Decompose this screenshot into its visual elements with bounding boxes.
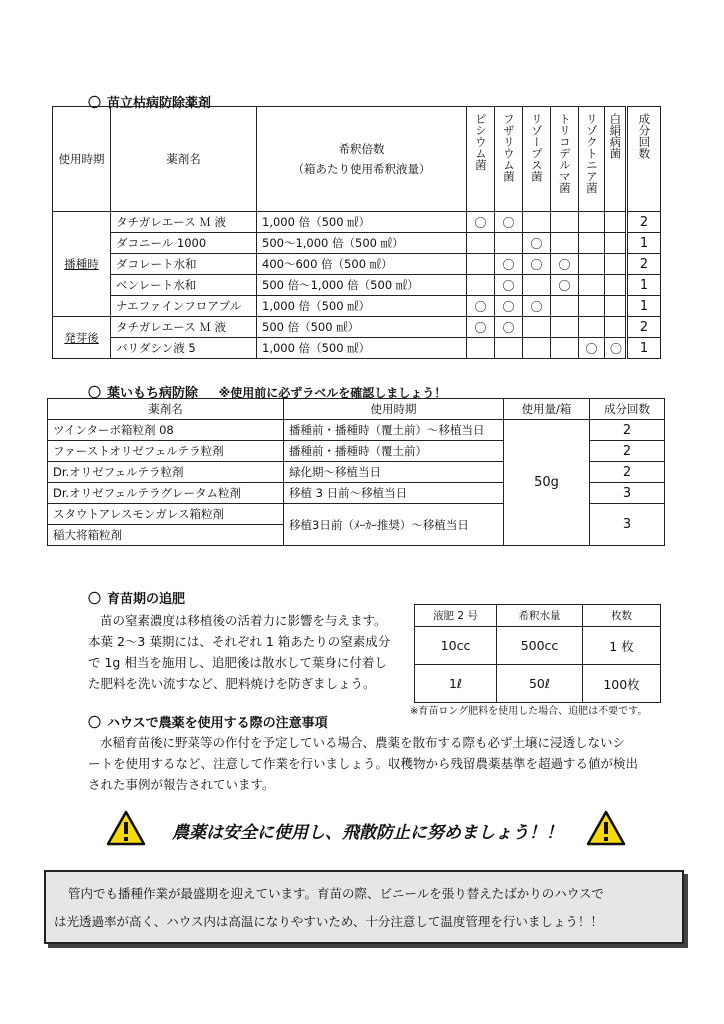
- product-name: スタウトアレスモンガレス箱粒剤: [48, 504, 284, 525]
- efficacy-mark: [523, 212, 551, 233]
- efficacy-mark: [551, 317, 579, 338]
- cell: 10cc: [415, 627, 497, 665]
- header-name: 薬剤名: [48, 399, 284, 420]
- efficacy-mark: [579, 317, 605, 338]
- efficacy-mark: [579, 275, 605, 296]
- dilution: 500～1,000 倍（500 ㎖）: [257, 233, 467, 254]
- component-count: 1: [627, 275, 661, 296]
- section-title-leaf-blast: 〇 葉いもち病防除 ※使用前に必ずラベルを確認しましょう！: [88, 382, 446, 401]
- efficacy-mark: [467, 254, 495, 275]
- efficacy-mark: 〇: [467, 296, 495, 317]
- efficacy-mark: 〇: [495, 275, 523, 296]
- efficacy-mark: 〇: [467, 317, 495, 338]
- house-caution-paragraph: 水稲育苗後に野菜等の作付を予定している場合、農薬を散布する際も必ず土壌に浸透しないシ ートを使用するなど、注意して作業を行いましょう。収穫物から残留農薬基準を超過する値が検出 された事例が報告されています。: [88, 735, 639, 792]
- header-count: 成分回数: [627, 107, 661, 212]
- seedling-blight-table: [52, 106, 661, 359]
- header-fungus-2: フザリウム菌: [495, 107, 523, 212]
- efficacy-mark: [551, 296, 579, 317]
- efficacy-mark: 〇: [495, 254, 523, 275]
- product-name: タチガレエース Ｍ 液: [111, 212, 257, 233]
- usage-timing: 播種前・播種時（覆土前）～移植当日: [284, 420, 504, 441]
- product-name: バリダシン液 5: [111, 338, 257, 359]
- header-fungus-6: 白絹病菌: [605, 107, 627, 212]
- warning-message: 農薬は安全に使用し、飛散防止に努めましょう！！: [172, 823, 563, 843]
- efficacy-mark: 〇: [495, 317, 523, 338]
- efficacy-mark: 〇: [605, 338, 627, 359]
- table-row: [53, 254, 661, 275]
- component-count: 2: [590, 441, 665, 462]
- usage-timing: 移植3日前（ﾒｰｶｰ推奨）～移植当日: [284, 504, 504, 546]
- circle-bullet: 〇: [88, 386, 102, 401]
- timing-group: 播種時: [53, 212, 111, 317]
- product-name: タチガレエース Ｍ 液: [111, 317, 257, 338]
- efficacy-mark: [551, 338, 579, 359]
- usage-timing: 移植 3 日前～移植当日: [284, 483, 504, 504]
- warning-icon: [106, 810, 146, 846]
- product-name: Dr.オリゼフェルテラグレータム粒剤: [48, 483, 284, 504]
- dilution: 1,000 倍（500 ㎖）: [257, 296, 467, 317]
- usage-timing: 播種前・播種時（覆土前）: [284, 441, 504, 462]
- efficacy-mark: [605, 296, 627, 317]
- component-count: 3: [590, 504, 665, 546]
- warning-icon: [586, 810, 626, 846]
- section-title-seedling-blight: 〇 苗立枯病防除薬剤: [88, 92, 211, 111]
- efficacy-mark: [579, 212, 605, 233]
- long-fertilizer-note: ※育苗ロング肥料を使用した場合、追肥は不要です。: [410, 706, 648, 717]
- table-row: [53, 338, 661, 359]
- component-count: 2: [627, 254, 661, 275]
- efficacy-mark: [467, 338, 495, 359]
- table-row: [53, 296, 661, 317]
- efficacy-mark: [605, 233, 627, 254]
- efficacy-mark: [551, 233, 579, 254]
- product-name: ダコレート水和: [111, 254, 257, 275]
- component-count: 1: [627, 233, 661, 254]
- component-count: 3: [590, 483, 665, 504]
- dilution: 1,000 倍（500 ㎖）: [257, 338, 467, 359]
- efficacy-mark: 〇: [495, 296, 523, 317]
- circle-bullet: 〇: [88, 716, 102, 731]
- efficacy-mark: [495, 233, 523, 254]
- product-name: 稲大将箱粒剤: [48, 525, 284, 546]
- header-count: 成分回数: [590, 399, 665, 420]
- topdressing-paragraph: 苗の窒素濃度は移植後の活着力に影響を与えます。 本葉 2～3 葉期には、それぞれ 1 箱あたりの窒素成分 で 1g 相当を施用し、追肥後は散水して葉身に付着し た肥料を洗い流すなど、肥料焼けを防ぎましょう。: [88, 613, 391, 691]
- usage-amount: 50g: [504, 420, 590, 546]
- efficacy-mark: 〇: [579, 338, 605, 359]
- header-fungus-3: リゾープス菌: [523, 107, 551, 212]
- header-dilution: 希釈倍数 （箱あたり使用希釈液量）: [257, 107, 467, 212]
- section-title-topdressing: 〇 育苗期の追肥: [88, 588, 185, 607]
- timing-group: 発芽後: [53, 317, 111, 359]
- product-name: ダコニール 1000: [111, 233, 257, 254]
- header-sheets: 枚数: [583, 605, 661, 627]
- header-amount: 使用量/箱: [504, 399, 590, 420]
- header-water: 希釈水量: [497, 605, 583, 627]
- efficacy-mark: [579, 296, 605, 317]
- efficacy-mark: 〇: [523, 233, 551, 254]
- cell: 100枚: [583, 665, 661, 703]
- cell: 500cc: [497, 627, 583, 665]
- efficacy-mark: [551, 212, 579, 233]
- cell: 50ℓ: [497, 665, 583, 703]
- dilution: 500 倍（500 ㎖）: [257, 317, 467, 338]
- cell: 1ℓ: [415, 665, 497, 703]
- efficacy-mark: 〇: [467, 212, 495, 233]
- product-name: ファーストオリゼフェルテラ粒剤: [48, 441, 284, 462]
- component-count: 1: [627, 338, 661, 359]
- efficacy-mark: [523, 317, 551, 338]
- efficacy-mark: [523, 275, 551, 296]
- cell: 1 枚: [583, 627, 661, 665]
- component-count: 1: [627, 296, 661, 317]
- efficacy-mark: 〇: [523, 254, 551, 275]
- header-fungus-5: リゾクトニア菌: [579, 107, 605, 212]
- component-count: 2: [590, 420, 665, 441]
- temperature-management-notice: 管内でも播種作業が最盛期を迎えています。育苗の際、ビニールを張り替えたばかりのハウスで は光透過率が高く、ハウス内は高温になりやすいため、十分注意して温度管理を行いましょう！！: [44, 870, 684, 944]
- section-title-house-caution: 〇 ハウスで農薬を使用する際の注意事項: [88, 712, 328, 731]
- dilution: 400～600 倍（500 ㎖）: [257, 254, 467, 275]
- efficacy-mark: [495, 338, 523, 359]
- efficacy-mark: [605, 212, 627, 233]
- efficacy-mark: 〇: [495, 212, 523, 233]
- fertilizer-table: [414, 604, 661, 703]
- table-row: [53, 317, 661, 338]
- circle-bullet: 〇: [88, 592, 102, 607]
- header-fertilizer: 液肥 2 号: [415, 605, 497, 627]
- header-fungus-4: トリコデルマ菌: [551, 107, 579, 212]
- dilution: 1,000 倍（500 ㎖）: [257, 212, 467, 233]
- usage-timing: 緑化期～移植当日: [284, 462, 504, 483]
- efficacy-mark: [523, 338, 551, 359]
- product-name: ベンレート水和: [111, 275, 257, 296]
- table-row: [53, 233, 661, 254]
- efficacy-mark: 〇: [551, 254, 579, 275]
- efficacy-mark: [579, 254, 605, 275]
- circle-bullet: 〇: [88, 96, 102, 111]
- header-name: 薬剤名: [111, 107, 257, 212]
- product-name: Dr.オリゼフェルテラ粒剤: [48, 462, 284, 483]
- efficacy-mark: [605, 317, 627, 338]
- efficacy-mark: [467, 275, 495, 296]
- product-name: ツインターボ箱粒剤 08: [48, 420, 284, 441]
- leaf-blast-table: [47, 398, 665, 546]
- header-fungus-1: ピシウム菌: [467, 107, 495, 212]
- efficacy-mark: [605, 254, 627, 275]
- component-count: 2: [627, 317, 661, 338]
- label-check-note: ※使用前に必ずラベルを確認しましょう！: [218, 386, 447, 400]
- efficacy-mark: 〇: [523, 296, 551, 317]
- header-timing: 使用時期: [53, 107, 111, 212]
- component-count: 2: [590, 462, 665, 483]
- efficacy-mark: [605, 275, 627, 296]
- efficacy-mark: 〇: [551, 275, 579, 296]
- dilution: 500 倍～1,000 倍（500 ㎖）: [257, 275, 467, 296]
- product-name: ナエファインフロアブル: [111, 296, 257, 317]
- header-timing: 使用時期: [284, 399, 504, 420]
- table-row: [53, 275, 661, 296]
- efficacy-mark: [579, 233, 605, 254]
- component-count: 2: [627, 212, 661, 233]
- table-row: [53, 212, 661, 233]
- efficacy-mark: [467, 233, 495, 254]
